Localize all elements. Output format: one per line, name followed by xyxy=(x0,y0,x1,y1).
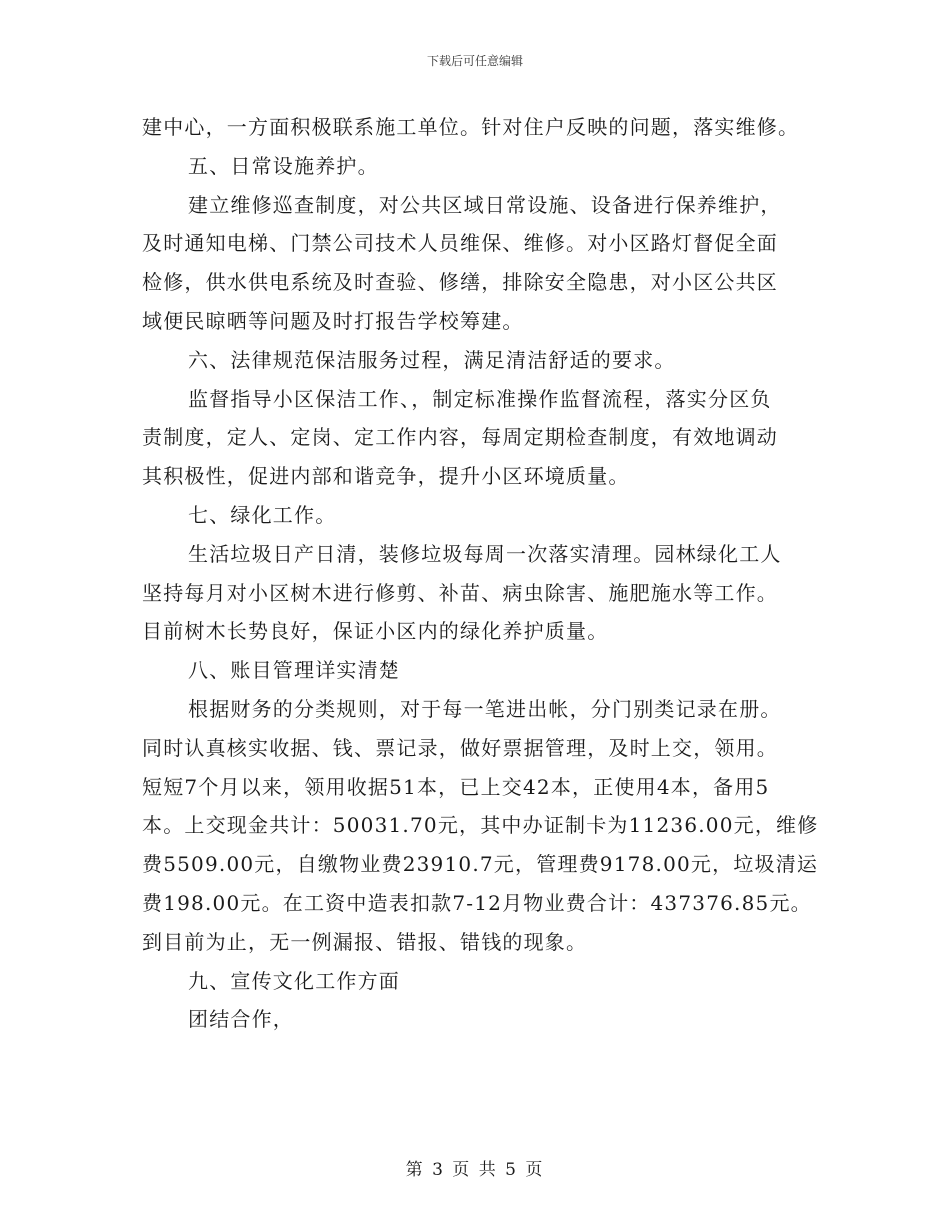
body-line: 域便民晾晒等问题及时打报告学校筹建。 xyxy=(142,308,524,333)
body-line: 生活垃圾日产日清，装修垃圾每周一次落实清理。园林绿化工人 xyxy=(188,541,782,566)
body-line: 根据财务的分类规则，对于每一笔进出帐，分门别类记录在册。 xyxy=(188,696,782,721)
body-line: 八、账目管理详实清楚 xyxy=(188,658,400,683)
document-body xyxy=(142,108,819,1039)
body-line: 七、绿化工作。 xyxy=(188,502,337,527)
body-line: 责制度，定人、定岗、定工作内容，每周定期检查制度，有效地调动 xyxy=(142,425,778,450)
body-line: 检修，供水供电系统及时查验、修缮，排除安全隐患，对小区公共区 xyxy=(142,270,778,295)
body-line: 及时通知电梯、门禁公司技术人员维保、维修。对小区路灯督促全面 xyxy=(142,231,778,256)
header-note: 下载后可任意编辑 xyxy=(426,54,523,68)
body-line: 五、日常设施养护。 xyxy=(188,153,379,178)
body-line: 本。上交现金共计：50031.70元，其中办证制卡为11236.00元，维修 xyxy=(142,813,819,838)
body-line: 六、法律规范保洁服务过程，满足清洁舒适的要求。 xyxy=(188,347,676,372)
body-line: 费5509.00元，自缴物业费23910.7元，管理费9178.00元，垃圾清运 xyxy=(142,852,819,877)
body-line: 目前树木长势良好，保证小区内的绿化养护质量。 xyxy=(142,619,609,644)
body-line: 到目前为止，无一例漏报、错报、错钱的现象。 xyxy=(142,929,588,954)
body-line: 其积极性，促进内部和谐竞争，提升小区环境质量。 xyxy=(142,464,630,489)
body-line: 费198.00元。在工资中造表扣款7-12月物业费合计：437376.85元。 xyxy=(142,890,812,915)
body-line: 短短7个月以来，领用收据51本，已上交42本，正使用4本，备用5 xyxy=(142,774,770,799)
body-line: 建立维修巡查制度，对公共区域日常设施、设备进行保养维护， xyxy=(188,192,782,217)
page-number: 第 3 页 共 5 页 xyxy=(405,1160,545,1180)
body-line: 监督指导小区保洁工作、，制定标准操作监督流程，落实分区负 xyxy=(188,386,772,411)
body-line: 团结合作， xyxy=(188,1007,294,1032)
body-line: 同时认真核实收据、钱、票记录，做好票据管理，及时上交，领用。 xyxy=(142,735,778,760)
body-line: 坚持每月对小区树木进行修剪、补苗、病虫除害、施肥施水等工作。 xyxy=(142,580,778,605)
body-line: 建中心，一方面积极联系施工单位。针对住户反映的问题，落实维修。 xyxy=(142,115,800,139)
body-line: 九、宣传文化工作方面 xyxy=(188,968,400,993)
